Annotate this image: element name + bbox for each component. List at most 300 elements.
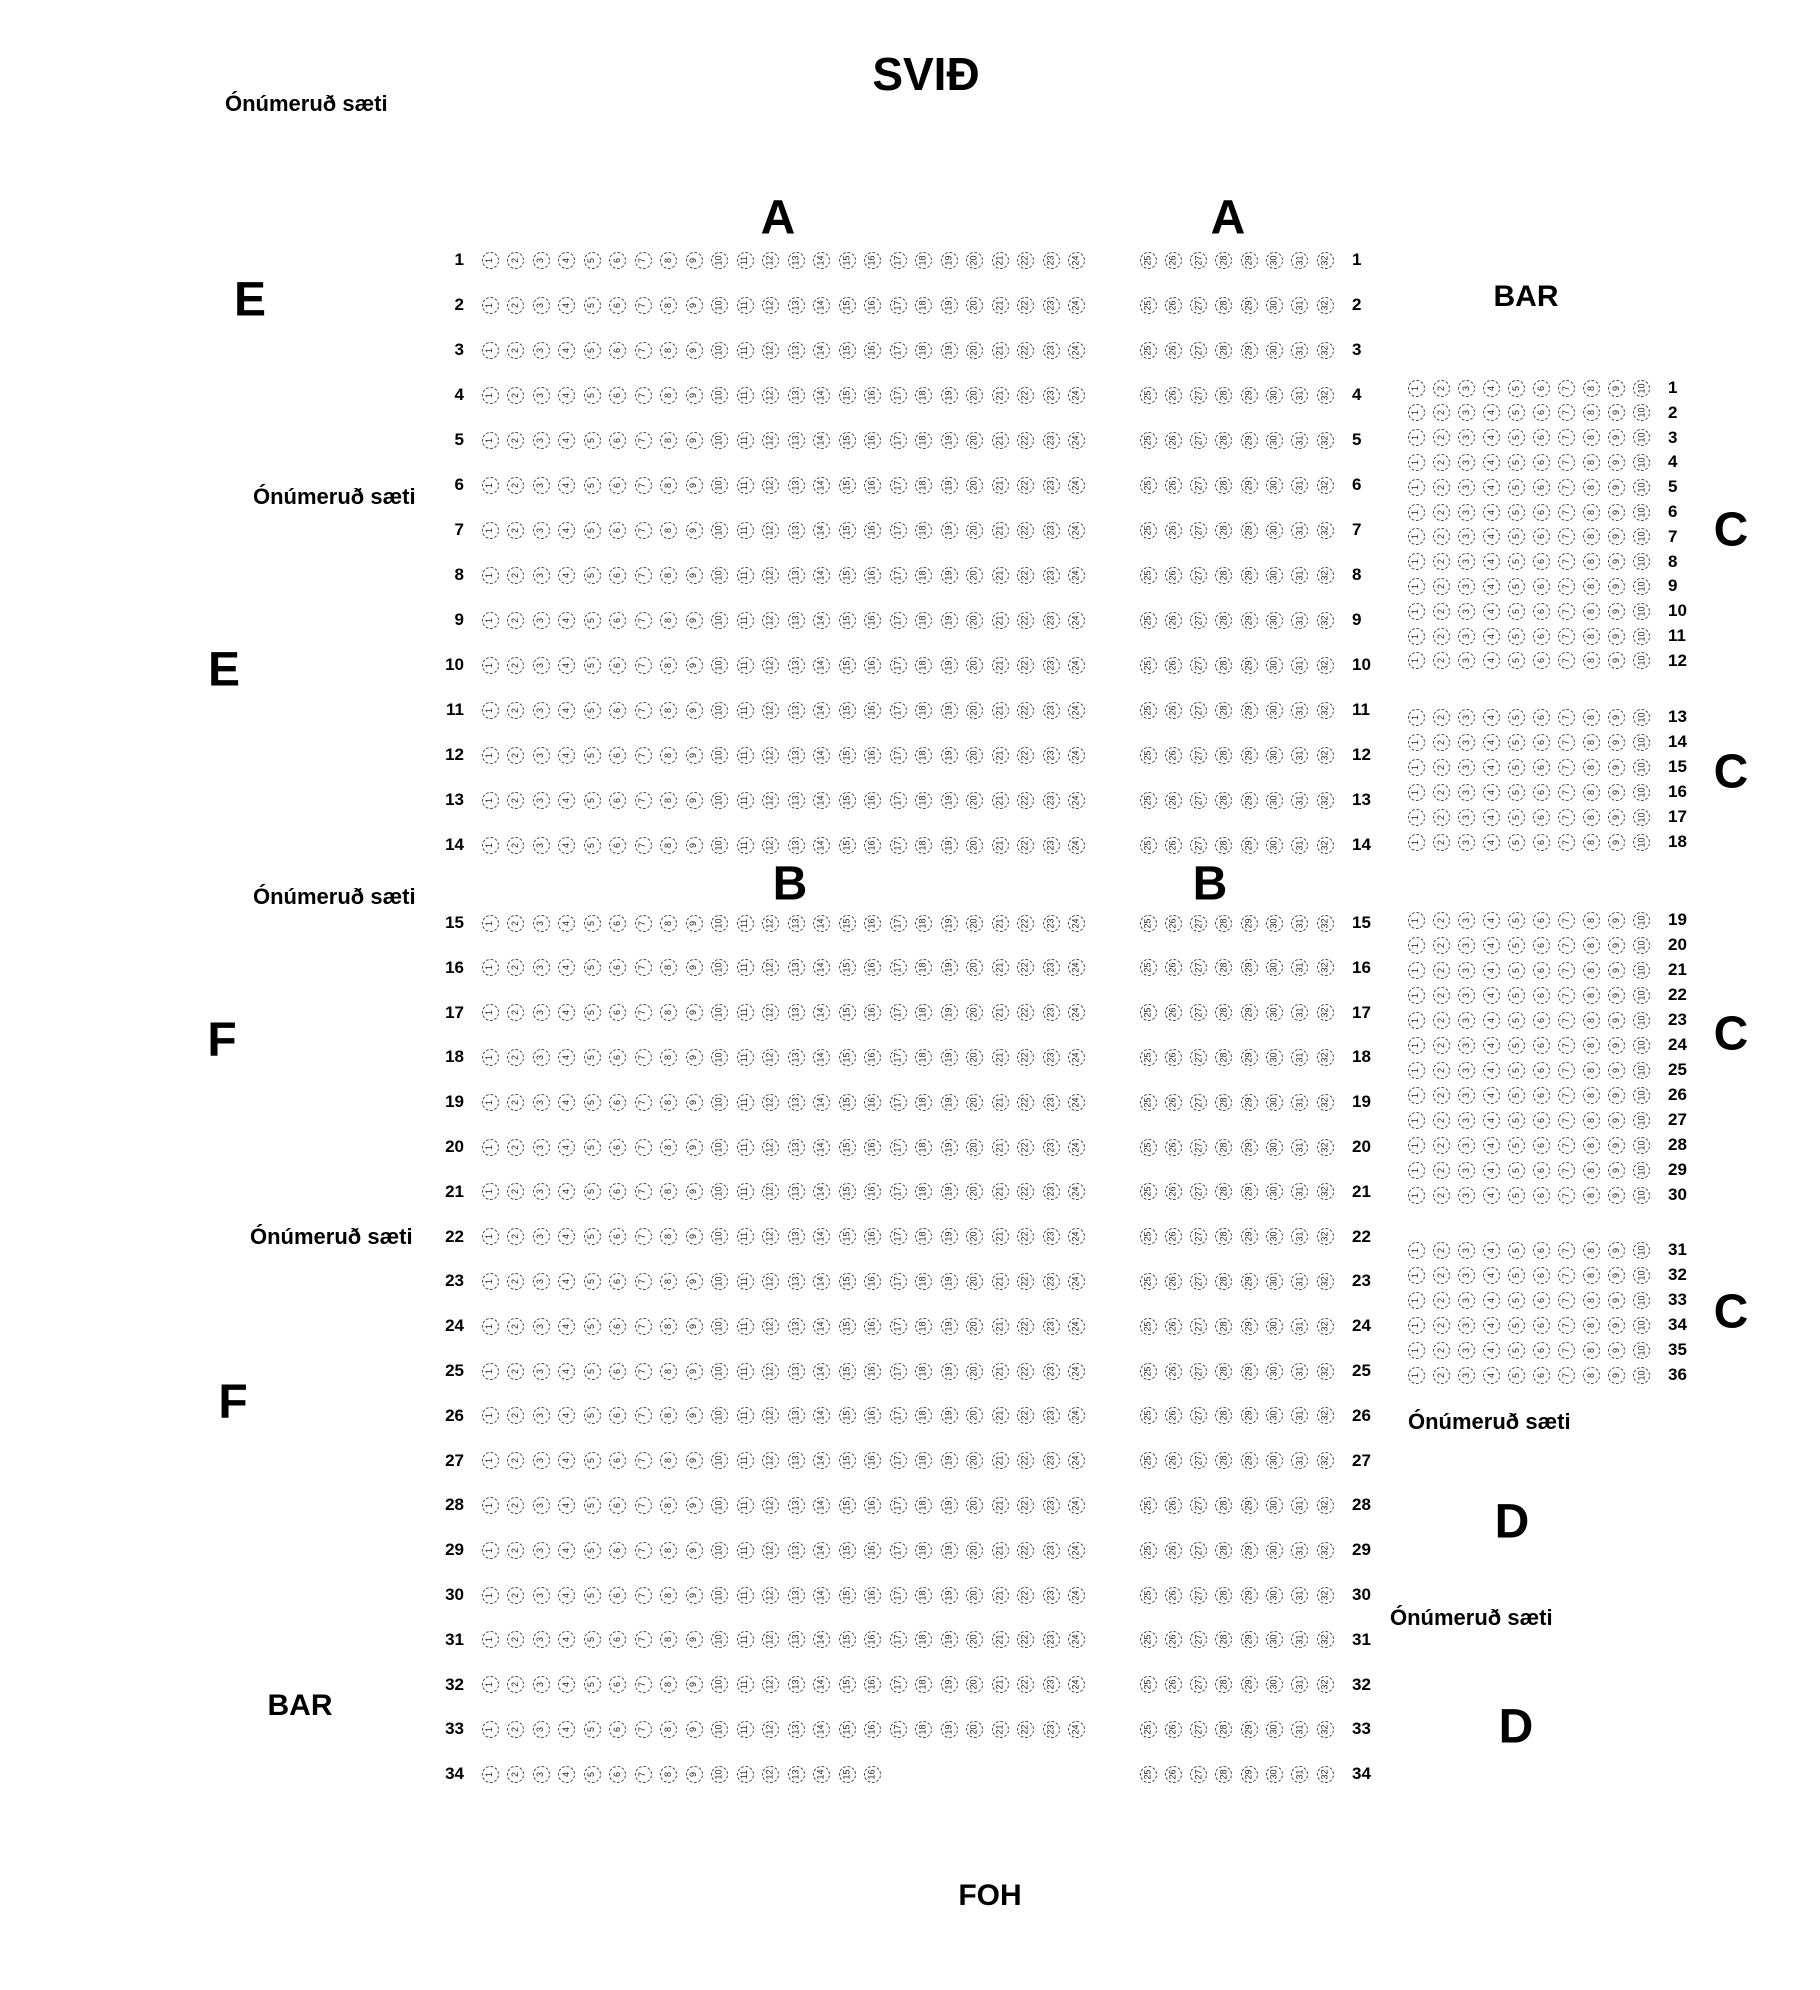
seat[interactable]: 5 (1508, 734, 1525, 751)
seat[interactable]: 30 (1266, 837, 1283, 854)
seat[interactable]: 26 (1165, 612, 1182, 629)
seat[interactable]: 16 (864, 915, 881, 932)
seat[interactable]: 7 (635, 747, 652, 764)
seat[interactable]: 32 (1317, 522, 1334, 539)
seat[interactable]: 19 (941, 1273, 958, 1290)
seat[interactable]: 7 (1558, 1062, 1575, 1079)
seat[interactable]: 10 (1633, 1162, 1650, 1179)
seat[interactable]: 20 (966, 1228, 983, 1245)
seat[interactable]: 25 (1140, 1004, 1157, 1021)
seat[interactable]: 25 (1140, 1318, 1157, 1335)
seat[interactable]: 26 (1165, 1273, 1182, 1290)
seat[interactable]: 13 (788, 1497, 805, 1514)
seat[interactable]: 1 (1408, 809, 1425, 826)
seat[interactable]: 1 (1408, 784, 1425, 801)
seat[interactable]: 9 (1608, 429, 1625, 446)
seat[interactable]: 10 (711, 657, 728, 674)
seat[interactable]: 1 (1408, 1267, 1425, 1284)
seat[interactable]: 8 (1583, 479, 1600, 496)
seat[interactable]: 11 (737, 387, 754, 404)
seat[interactable]: 28 (1215, 747, 1232, 764)
seat[interactable]: 12 (762, 432, 779, 449)
seat[interactable]: 4 (1483, 834, 1500, 851)
seat[interactable]: 31 (1291, 657, 1308, 674)
seat[interactable]: 22 (1017, 747, 1034, 764)
seat[interactable]: 19 (941, 747, 958, 764)
seat[interactable]: 14 (813, 1183, 830, 1200)
seat[interactable]: 24 (1068, 1363, 1085, 1380)
seat[interactable]: 8 (1583, 1137, 1600, 1154)
seat[interactable]: 11 (737, 1273, 754, 1290)
seat[interactable]: 31 (1291, 1094, 1308, 1111)
seat[interactable]: 2 (1433, 1317, 1450, 1334)
seat[interactable]: 25 (1140, 1183, 1157, 1200)
seat[interactable]: 19 (941, 702, 958, 719)
seat[interactable]: 8 (660, 1542, 677, 1559)
seat[interactable]: 6 (609, 612, 626, 629)
seat[interactable]: 1 (482, 747, 499, 764)
seat[interactable]: 22 (1017, 657, 1034, 674)
seat[interactable]: 17 (890, 567, 907, 584)
seat[interactable]: 9 (686, 657, 703, 674)
seat[interactable]: 26 (1165, 1721, 1182, 1738)
seat[interactable]: 28 (1215, 432, 1232, 449)
seat[interactable]: 3 (1458, 380, 1475, 397)
seat[interactable]: 26 (1165, 1228, 1182, 1245)
seat[interactable]: 5 (1508, 759, 1525, 776)
seat[interactable]: 10 (711, 477, 728, 494)
seat[interactable]: 9 (686, 612, 703, 629)
seat[interactable]: 24 (1068, 1049, 1085, 1066)
seat[interactable]: 7 (1558, 454, 1575, 471)
seat[interactable]: 12 (762, 1004, 779, 1021)
seat[interactable]: 10 (711, 1183, 728, 1200)
seat[interactable]: 10 (1633, 962, 1650, 979)
seat[interactable]: 1 (482, 432, 499, 449)
seat[interactable]: 12 (762, 1094, 779, 1111)
seat[interactable]: 21 (992, 1363, 1009, 1380)
seat[interactable]: 16 (864, 1766, 881, 1783)
seat[interactable]: 7 (1558, 1242, 1575, 1259)
seat[interactable]: 30 (1266, 1049, 1283, 1066)
seat[interactable]: 4 (558, 702, 575, 719)
seat[interactable]: 3 (1458, 1342, 1475, 1359)
seat[interactable]: 5 (584, 1228, 601, 1245)
seat[interactable]: 3 (1458, 429, 1475, 446)
seat[interactable]: 9 (1608, 652, 1625, 669)
seat[interactable]: 4 (1483, 1342, 1500, 1359)
seat[interactable]: 32 (1317, 387, 1334, 404)
seat[interactable]: 24 (1068, 387, 1085, 404)
seat[interactable]: 9 (686, 1139, 703, 1156)
seat[interactable]: 22 (1017, 1721, 1034, 1738)
seat[interactable]: 22 (1017, 612, 1034, 629)
seat[interactable]: 20 (966, 1407, 983, 1424)
seat[interactable]: 31 (1291, 1766, 1308, 1783)
seat[interactable]: 9 (1608, 454, 1625, 471)
seat[interactable]: 21 (992, 297, 1009, 314)
seat[interactable]: 7 (635, 1407, 652, 1424)
seat[interactable]: 5 (1508, 784, 1525, 801)
seat[interactable]: 16 (864, 792, 881, 809)
seat[interactable]: 15 (839, 747, 856, 764)
seat[interactable]: 20 (966, 612, 983, 629)
seat[interactable]: 4 (558, 837, 575, 854)
seat[interactable]: 26 (1165, 1139, 1182, 1156)
seat[interactable]: 6 (609, 702, 626, 719)
seat[interactable]: 21 (992, 432, 1009, 449)
seat[interactable]: 5 (584, 387, 601, 404)
seat[interactable]: 28 (1215, 297, 1232, 314)
seat[interactable]: 7 (635, 1139, 652, 1156)
seat[interactable]: 6 (1533, 380, 1550, 397)
seat[interactable]: 6 (609, 792, 626, 809)
seat[interactable]: 21 (992, 1094, 1009, 1111)
seat[interactable]: 7 (1558, 1087, 1575, 1104)
seat[interactable]: 3 (1458, 912, 1475, 929)
seat[interactable]: 6 (1533, 1267, 1550, 1284)
seat[interactable]: 10 (1633, 1317, 1650, 1334)
seat[interactable]: 20 (966, 1497, 983, 1514)
seat[interactable]: 13 (788, 1721, 805, 1738)
seat[interactable]: 4 (1483, 759, 1500, 776)
seat[interactable]: 9 (1608, 553, 1625, 570)
seat[interactable]: 21 (992, 1228, 1009, 1245)
seat[interactable]: 17 (890, 702, 907, 719)
seat[interactable]: 9 (1608, 1342, 1625, 1359)
seat[interactable]: 4 (558, 959, 575, 976)
seat[interactable]: 3 (533, 1766, 550, 1783)
seat[interactable]: 2 (1433, 912, 1450, 929)
seat[interactable]: 23 (1043, 1273, 1060, 1290)
seat[interactable]: 24 (1068, 747, 1085, 764)
seat[interactable]: 5 (584, 1049, 601, 1066)
seat[interactable]: 9 (1608, 528, 1625, 545)
seat[interactable]: 15 (839, 1452, 856, 1469)
seat[interactable]: 6 (1533, 1187, 1550, 1204)
seat[interactable]: 20 (966, 1363, 983, 1380)
seat[interactable]: 32 (1317, 1094, 1334, 1111)
seat[interactable]: 2 (507, 1183, 524, 1200)
seat[interactable]: 17 (890, 1542, 907, 1559)
seat[interactable]: 9 (686, 837, 703, 854)
seat[interactable]: 28 (1215, 1766, 1232, 1783)
seat[interactable]: 22 (1017, 1587, 1034, 1604)
seat[interactable]: 30 (1266, 1452, 1283, 1469)
seat[interactable]: 7 (1558, 1342, 1575, 1359)
seat[interactable]: 18 (915, 1721, 932, 1738)
seat[interactable]: 5 (1508, 479, 1525, 496)
seat[interactable]: 15 (839, 959, 856, 976)
seat[interactable]: 27 (1190, 1228, 1207, 1245)
seat[interactable]: 13 (788, 702, 805, 719)
seat[interactable]: 5 (584, 1497, 601, 1514)
seat[interactable]: 8 (1583, 1367, 1600, 1384)
seat[interactable]: 31 (1291, 1139, 1308, 1156)
seat[interactable]: 26 (1165, 915, 1182, 932)
seat[interactable]: 32 (1317, 1542, 1334, 1559)
seat[interactable]: 29 (1241, 1542, 1258, 1559)
seat[interactable]: 1 (1408, 1062, 1425, 1079)
seat[interactable]: 8 (1583, 1292, 1600, 1309)
seat[interactable]: 18 (915, 1676, 932, 1693)
seat[interactable]: 17 (890, 1004, 907, 1021)
seat[interactable]: 21 (992, 959, 1009, 976)
seat[interactable]: 2 (507, 1721, 524, 1738)
seat[interactable]: 25 (1140, 1631, 1157, 1648)
seat[interactable]: 3 (533, 1318, 550, 1335)
seat[interactable]: 1 (482, 1497, 499, 1514)
seat[interactable]: 17 (890, 1139, 907, 1156)
seat[interactable]: 16 (864, 1452, 881, 1469)
seat[interactable]: 11 (737, 522, 754, 539)
seat[interactable]: 19 (941, 522, 958, 539)
seat[interactable]: 5 (1508, 528, 1525, 545)
seat[interactable]: 6 (1533, 1292, 1550, 1309)
seat[interactable]: 2 (1433, 578, 1450, 595)
seat[interactable]: 20 (966, 252, 983, 269)
seat[interactable]: 4 (558, 1542, 575, 1559)
seat[interactable]: 10 (1633, 1342, 1650, 1359)
seat[interactable]: 8 (1583, 734, 1600, 751)
seat[interactable]: 10 (1633, 784, 1650, 801)
seat[interactable]: 12 (762, 477, 779, 494)
seat[interactable]: 16 (864, 1631, 881, 1648)
seat[interactable]: 1 (482, 702, 499, 719)
seat[interactable]: 8 (1583, 709, 1600, 726)
seat[interactable]: 24 (1068, 252, 1085, 269)
seat[interactable]: 14 (813, 702, 830, 719)
seat[interactable]: 5 (1508, 454, 1525, 471)
seat[interactable]: 15 (839, 1542, 856, 1559)
seat[interactable]: 28 (1215, 1676, 1232, 1693)
seat[interactable]: 26 (1165, 747, 1182, 764)
seat[interactable]: 11 (737, 1183, 754, 1200)
seat[interactable]: 5 (584, 792, 601, 809)
seat[interactable]: 10 (711, 1721, 728, 1738)
seat[interactable]: 6 (609, 297, 626, 314)
seat[interactable]: 1 (1408, 628, 1425, 645)
seat[interactable]: 10 (1633, 912, 1650, 929)
seat[interactable]: 5 (584, 477, 601, 494)
seat[interactable]: 22 (1017, 1318, 1034, 1335)
seat[interactable]: 14 (813, 1049, 830, 1066)
seat[interactable]: 20 (966, 342, 983, 359)
seat[interactable]: 4 (1483, 1137, 1500, 1154)
seat[interactable]: 6 (609, 567, 626, 584)
seat[interactable]: 1 (1408, 1137, 1425, 1154)
seat[interactable]: 3 (533, 567, 550, 584)
seat[interactable]: 18 (915, 1318, 932, 1335)
seat[interactable]: 6 (1533, 528, 1550, 545)
seat[interactable]: 6 (1533, 652, 1550, 669)
seat[interactable]: 5 (584, 1766, 601, 1783)
seat[interactable]: 8 (1583, 1062, 1600, 1079)
seat[interactable]: 7 (635, 959, 652, 976)
seat[interactable]: 7 (635, 1676, 652, 1693)
seat[interactable]: 26 (1165, 1587, 1182, 1604)
seat[interactable]: 20 (966, 432, 983, 449)
seat[interactable]: 9 (686, 1273, 703, 1290)
seat[interactable]: 5 (584, 1452, 601, 1469)
seat[interactable]: 27 (1190, 477, 1207, 494)
seat[interactable]: 20 (966, 915, 983, 932)
seat[interactable]: 4 (1483, 504, 1500, 521)
seat[interactable]: 2 (507, 1766, 524, 1783)
seat[interactable]: 16 (864, 1049, 881, 1066)
seat[interactable]: 1 (1408, 834, 1425, 851)
seat[interactable]: 13 (788, 1004, 805, 1021)
seat[interactable]: 32 (1317, 1497, 1334, 1514)
seat[interactable]: 21 (992, 1542, 1009, 1559)
seat[interactable]: 6 (1533, 454, 1550, 471)
seat[interactable]: 11 (737, 1049, 754, 1066)
seat[interactable]: 6 (609, 1318, 626, 1335)
seat[interactable]: 10 (1633, 652, 1650, 669)
seat[interactable]: 11 (737, 1676, 754, 1693)
seat[interactable]: 10 (1633, 628, 1650, 645)
seat[interactable]: 32 (1317, 1363, 1334, 1380)
seat[interactable]: 29 (1241, 1363, 1258, 1380)
seat[interactable]: 10 (711, 1318, 728, 1335)
seat[interactable]: 3 (1458, 628, 1475, 645)
seat[interactable]: 27 (1190, 1004, 1207, 1021)
seat[interactable]: 32 (1317, 1228, 1334, 1245)
seat[interactable]: 16 (864, 1094, 881, 1111)
seat[interactable]: 10 (711, 1631, 728, 1648)
seat[interactable]: 17 (890, 522, 907, 539)
seat[interactable]: 3 (533, 297, 550, 314)
seat[interactable]: 30 (1266, 1139, 1283, 1156)
seat[interactable]: 21 (992, 1004, 1009, 1021)
seat[interactable]: 20 (966, 792, 983, 809)
seat[interactable]: 16 (864, 1318, 881, 1335)
seat[interactable]: 26 (1165, 1363, 1182, 1380)
seat[interactable]: 27 (1190, 657, 1207, 674)
seat[interactable]: 16 (864, 1676, 881, 1693)
seat[interactable]: 8 (1583, 1267, 1600, 1284)
seat[interactable]: 9 (1608, 504, 1625, 521)
seat[interactable]: 6 (1533, 987, 1550, 1004)
seat[interactable]: 8 (1583, 1242, 1600, 1259)
seat[interactable]: 8 (660, 915, 677, 932)
seat[interactable]: 14 (813, 522, 830, 539)
seat[interactable]: 31 (1291, 959, 1308, 976)
seat[interactable]: 26 (1165, 702, 1182, 719)
seat[interactable]: 20 (966, 1587, 983, 1604)
seat[interactable]: 22 (1017, 522, 1034, 539)
seat[interactable]: 32 (1317, 747, 1334, 764)
seat[interactable]: 21 (992, 1183, 1009, 1200)
seat[interactable]: 4 (1483, 1267, 1500, 1284)
seat[interactable]: 3 (533, 747, 550, 764)
seat[interactable]: 28 (1215, 252, 1232, 269)
seat[interactable]: 13 (788, 1631, 805, 1648)
seat[interactable]: 23 (1043, 657, 1060, 674)
seat[interactable]: 2 (1433, 784, 1450, 801)
seat[interactable]: 5 (1508, 628, 1525, 645)
seat[interactable]: 26 (1165, 959, 1182, 976)
seat[interactable]: 1 (482, 1587, 499, 1604)
seat[interactable]: 1 (482, 1721, 499, 1738)
seat[interactable]: 32 (1317, 657, 1334, 674)
seat[interactable]: 3 (1458, 734, 1475, 751)
seat[interactable]: 8 (1583, 628, 1600, 645)
seat[interactable]: 6 (609, 915, 626, 932)
seat[interactable]: 7 (1558, 784, 1575, 801)
seat[interactable]: 2 (1433, 479, 1450, 496)
seat[interactable]: 8 (660, 1497, 677, 1514)
seat[interactable]: 4 (1483, 628, 1500, 645)
seat[interactable]: 20 (966, 747, 983, 764)
seat[interactable]: 14 (813, 1542, 830, 1559)
seat[interactable]: 22 (1017, 1452, 1034, 1469)
seat[interactable]: 26 (1165, 1542, 1182, 1559)
seat[interactable]: 2 (507, 1318, 524, 1335)
seat[interactable]: 9 (1608, 1162, 1625, 1179)
seat[interactable]: 17 (890, 1497, 907, 1514)
seat[interactable]: 17 (890, 1676, 907, 1693)
seat[interactable]: 15 (839, 1228, 856, 1245)
seat[interactable]: 28 (1215, 1721, 1232, 1738)
seat[interactable]: 8 (1583, 784, 1600, 801)
seat[interactable]: 8 (1583, 962, 1600, 979)
seat[interactable]: 3 (533, 432, 550, 449)
seat[interactable]: 12 (762, 837, 779, 854)
seat[interactable]: 2 (507, 915, 524, 932)
seat[interactable]: 19 (941, 1094, 958, 1111)
seat[interactable]: 25 (1140, 522, 1157, 539)
seat[interactable]: 2 (1433, 1012, 1450, 1029)
seat[interactable]: 15 (839, 297, 856, 314)
seat[interactable]: 1 (1408, 912, 1425, 929)
seat[interactable]: 4 (558, 1497, 575, 1514)
seat[interactable]: 4 (1483, 1112, 1500, 1129)
seat[interactable]: 1 (1408, 380, 1425, 397)
seat[interactable]: 4 (1483, 1187, 1500, 1204)
seat[interactable]: 6 (609, 747, 626, 764)
seat[interactable]: 14 (813, 747, 830, 764)
seat[interactable]: 1 (1408, 1317, 1425, 1334)
seat[interactable]: 19 (941, 387, 958, 404)
seat[interactable]: 20 (966, 1542, 983, 1559)
seat[interactable]: 26 (1165, 387, 1182, 404)
seat[interactable]: 31 (1291, 1183, 1308, 1200)
seat[interactable]: 3 (1458, 1037, 1475, 1054)
seat[interactable]: 21 (992, 522, 1009, 539)
seat[interactable]: 17 (890, 1363, 907, 1380)
seat[interactable]: 15 (839, 1631, 856, 1648)
seat[interactable]: 12 (762, 1273, 779, 1290)
seat[interactable]: 9 (686, 342, 703, 359)
seat[interactable]: 19 (941, 1407, 958, 1424)
seat[interactable]: 24 (1068, 342, 1085, 359)
seat[interactable]: 9 (686, 792, 703, 809)
seat[interactable]: 1 (482, 1004, 499, 1021)
seat[interactable]: 31 (1291, 252, 1308, 269)
seat[interactable]: 21 (992, 612, 1009, 629)
seat[interactable]: 30 (1266, 1228, 1283, 1245)
seat[interactable]: 5 (1508, 504, 1525, 521)
seat[interactable]: 6 (1533, 1012, 1550, 1029)
seat[interactable]: 13 (788, 1318, 805, 1335)
seat[interactable]: 24 (1068, 959, 1085, 976)
seat[interactable]: 9 (686, 387, 703, 404)
seat[interactable]: 2 (507, 747, 524, 764)
seat[interactable]: 9 (686, 522, 703, 539)
seat[interactable]: 6 (609, 1363, 626, 1380)
seat[interactable]: 23 (1043, 792, 1060, 809)
